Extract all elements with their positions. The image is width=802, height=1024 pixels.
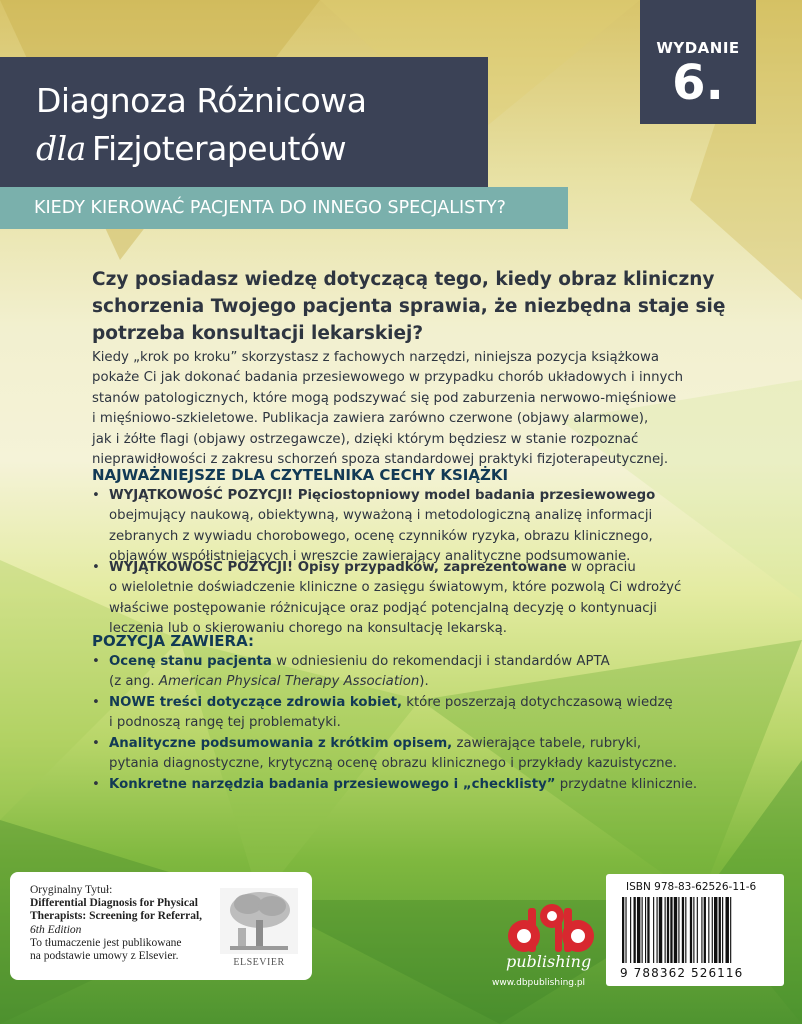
feature-2-line: właściwe postępowanie różnicujące oraz podjąć potencjalną decyzję o kontynuacji (109, 600, 657, 616)
lead-line: schorzenia Twojego pacjenta sprawia, że niezbędna staje się (92, 296, 726, 317)
lead-line: Czy posiadasz wiedzę dotyczącą tego, kiedy obraz kliniczny (92, 269, 715, 290)
barcode-bar (665, 897, 666, 963)
subtitle-text: KIEDY KIEROWAĆ PACJENTA DO INNEGO SPECJALISTY? (34, 198, 506, 218)
contents-bullet-2 (92, 693, 732, 734)
feature-1-line: zebranych z wywiadu chorobowego, ocenę czynników ryzyka, obrazu klinicznego, (109, 528, 653, 544)
barcode-bar (682, 897, 684, 963)
feature-bullet-2 (92, 558, 732, 640)
feature-1-bold: WYJĄTKOWOŚĆ POZYCJI! Pięciostopniowy model badania przesiewowego (109, 488, 656, 503)
isbn-text: ISBN 978-83-62526-11-6 (626, 881, 757, 893)
title-box (0, 57, 488, 187)
dbp-publishing-logo (492, 902, 608, 998)
contents-1-pre: (z ang. (109, 674, 159, 690)
barcode-bar (726, 897, 729, 963)
barcode-bar (730, 897, 731, 963)
contents-bullet-4 (92, 775, 732, 795)
barcode-bar (674, 897, 677, 963)
barcode-bar (647, 897, 649, 963)
original-line: na podstawie umowy z Elsevier. (30, 950, 179, 963)
barcode-bar (667, 897, 669, 963)
original-line: Differential Diagnosis for Physical (30, 897, 198, 910)
title-fizjoterapeutow: Fizjoterapeutów (91, 129, 347, 168)
elsevier-word: ELSEVIER (233, 957, 285, 968)
barcode-bar (690, 897, 692, 963)
barcode-bar (714, 897, 717, 963)
title-dla: dla (36, 129, 86, 168)
elsevier-tree-icon (220, 888, 298, 954)
paragraph-line: i mięśniowo-szkieletowe. Publikacja zawiera zarówno czerwone (objawy alarmowe), (92, 411, 649, 427)
barcode-digits: 9 788362 526116 (620, 966, 744, 980)
contents-bullet-1 (92, 652, 732, 693)
feature-bullet-1 (92, 486, 732, 568)
barcode-bar (637, 897, 640, 963)
feature-2-line: leczenia lub o skierowaniu chorego na konsultację lekarską. (109, 621, 508, 637)
contents-2-line: i podnoszą rangę tej problematyki. (109, 715, 341, 731)
barcode-bar (645, 897, 646, 963)
barcode-bar (693, 897, 694, 963)
barcode-bar (701, 897, 702, 963)
original-line: Oryginalny Tytuł: (30, 884, 113, 896)
feature-2-rest: w opraciu (566, 560, 636, 575)
barcode-bar (634, 897, 636, 963)
paragraph-line: nieprawidłowości z zakresu schorzeń spoza standardowej praktyki fizjoterapeutycznej. (92, 452, 669, 468)
bullet-dot: • (92, 695, 100, 710)
bullet-dot: • (92, 654, 100, 669)
original-line: Therapists: Screening for Referral, (30, 910, 203, 923)
barcode-bar (670, 897, 672, 963)
barcode-bar (719, 897, 721, 963)
contents-1-post: ). (419, 674, 429, 690)
barcode-bar (697, 897, 698, 963)
barcode-bar (657, 897, 658, 963)
contents-2-bold: NOWE treści dotyczące zdrowia kobiet, (109, 695, 403, 710)
original-line: 6th Edition (30, 923, 82, 936)
publisher-url: www.dbpublishing.pl (492, 978, 586, 988)
feature-2-line: o wieloletnie doświadczenie kliniczne o zasięgu światowym, które pozwolą Ci wdrożyć (109, 580, 682, 596)
paragraph-line: stanów patologicznych, które mogą podszywać się pod zaburzenia nerwowo-mięśniowe (92, 390, 677, 406)
edition-label: WYDANIE (656, 39, 740, 57)
contents-1-italic: American Physical Therapy Association (158, 674, 420, 690)
bullet-dot: • (92, 560, 100, 575)
subtitle-bar (0, 187, 568, 229)
contents-3-line: pytania diagnostyczne, krytyczną ocenę obrazu klinicznego i przykłady kazuistyczne. (109, 756, 677, 772)
barcode-bar (685, 897, 686, 963)
paragraph-line: pokaże Ci jak dokonać badania przesiewowego w przypadku chorób układowych i innych (92, 370, 684, 386)
contents-4-rest: przydatne klinicznie. (555, 777, 698, 792)
bullet-dot: • (92, 488, 100, 503)
barcode-bar (653, 897, 654, 963)
paragraph-line: Kiedy „krok po kroku” skorzystasz z fachowych narzędzi, niniejsza pozycja książkowa (92, 350, 660, 365)
barcode-bar (630, 897, 631, 963)
feature-1-line: obejmujący naukową, obiektywną, wyważoną i metodologiczną analizę informacji (109, 508, 653, 524)
barcode-bar (678, 897, 679, 963)
contents-2-rest: które poszerzają dotychczasową wiedzę (402, 695, 673, 710)
book-title-line2 (36, 129, 346, 168)
elsevier-logo (220, 888, 298, 968)
lead-question (92, 266, 732, 347)
bullet-dot: • (92, 777, 100, 792)
barcode-bar (659, 897, 662, 963)
contents-3-rest: zawierające tabele, rubryki, (452, 736, 642, 751)
barcode-bar (712, 897, 713, 963)
original-title-text (30, 884, 220, 963)
publishing-word: publishing (506, 952, 592, 971)
edition-badge (640, 0, 756, 124)
contents-heading: POZYCJA ZAWIERA: (92, 632, 254, 650)
contents-bullet-3 (92, 734, 732, 775)
original-line: To tłumaczenie jest publikowane (30, 936, 182, 949)
feature-2-bold: WYJĄTKOWOŚĆ POZYCJI! Opisy przypadków, zaprezentowane (109, 560, 567, 575)
barcode-bars (622, 897, 772, 965)
barcode-bar (622, 897, 624, 963)
feature-1-line: objawów współistniejących i wreszcie zawierający analityczne podsumowanie. (109, 549, 631, 565)
barcode-bar (722, 897, 723, 963)
contents-3-bold: Analityczne podsumowania z krótkim opisem, (109, 736, 453, 751)
features-heading: NAJWAŻNIEJSZE DLA CZYTELNIKA CECHY KSIĄŻKI (92, 466, 509, 484)
description-paragraph (92, 348, 732, 470)
barcode-bar (708, 897, 709, 963)
lead-line: potrzeba konsultacji lekarskiej? (92, 323, 424, 344)
contents-4-bold: Konkretne narzędzia badania przesiewowego i „checklisty” (109, 777, 556, 792)
barcode-bar (625, 897, 626, 963)
barcode-bar (704, 897, 706, 963)
paragraph-line: jak i żółte flagi (objawy ostrzegawcze), dzięki którym będziesz w stanie rozpoznać (92, 431, 639, 447)
book-title-line1: Diagnoza Różnicowa (36, 81, 367, 120)
barcode-bar (642, 897, 643, 963)
bullet-dot: • (92, 736, 100, 751)
edition-number: 6. (672, 55, 724, 111)
contents-1-bold: Ocenę stanu pacjenta (109, 654, 272, 669)
contents-1-rest: w odniesieniu do rekomendacji i standardów APTA (271, 654, 610, 669)
